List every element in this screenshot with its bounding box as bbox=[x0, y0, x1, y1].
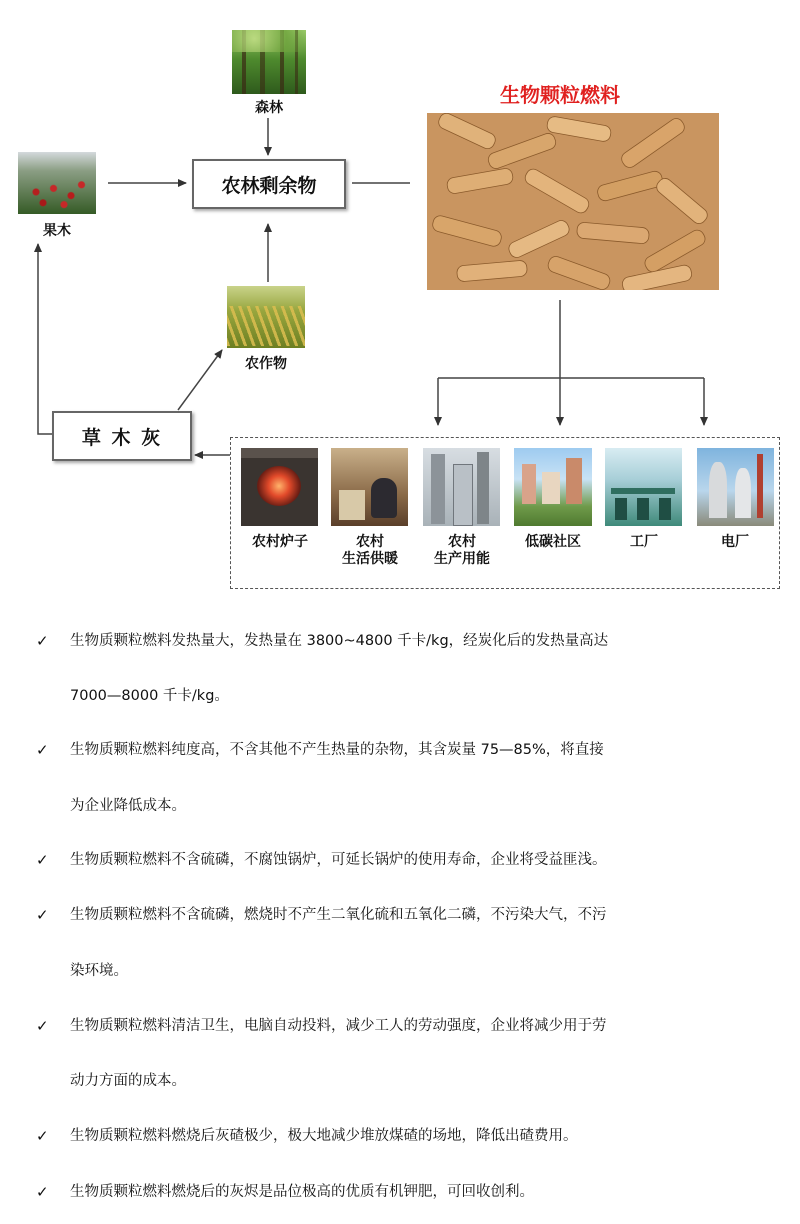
crops-image bbox=[227, 286, 305, 348]
benefit-1-line-1: 生物质颗粒燃料发热量大，发热量在 3800~4800 千卡/kg，经炭化后的发热量高达 bbox=[70, 633, 609, 649]
pellets-texture bbox=[427, 113, 719, 290]
low-carbon-community-image bbox=[514, 448, 592, 526]
benefit-4-line-2: 染环境。 bbox=[70, 963, 128, 979]
rural-production-image bbox=[423, 448, 500, 526]
rural-heating-image bbox=[331, 448, 408, 526]
factory-image bbox=[605, 448, 682, 526]
use-label-rural-heating: 农村 生活供暖 bbox=[342, 534, 398, 567]
check-icon: ✓ bbox=[36, 1127, 49, 1145]
forest-image bbox=[232, 30, 306, 94]
benefit-3-line-1: 生物质颗粒燃料不含硫磷，不腐蚀锅炉，可延长锅炉的使用寿命，企业将受益匪浅。 bbox=[70, 852, 607, 868]
benefit-5-line-2: 动力方面的成本。 bbox=[70, 1073, 186, 1089]
source-label-crops: 农作物 bbox=[245, 356, 287, 372]
benefit-2-line-2: 为企业降低成本。 bbox=[70, 798, 186, 814]
check-icon: ✓ bbox=[36, 632, 49, 650]
ash-node-plant-ash: 草 木 灰 bbox=[52, 411, 192, 461]
benefit-4-line-1: 生物质颗粒燃料不含硫磷，燃烧时不产生二氧化硫和五氧化二磷，不污染大气，不污 bbox=[70, 907, 607, 923]
source-label-fruit-tree: 果木 bbox=[43, 223, 71, 239]
benefit-6-line-1: 生物质颗粒燃料燃烧后灰碴极少，极大地减少堆放煤碴的场地，降低出碴费用。 bbox=[70, 1128, 578, 1144]
check-icon: ✓ bbox=[36, 906, 49, 924]
use-label-power-plant: 电厂 bbox=[721, 534, 749, 550]
benefit-2-line-1: 生物质颗粒燃料纯度高，不含其他不产生热量的杂物，其含炭量 75—85%，将直接 bbox=[70, 742, 604, 758]
check-icon: ✓ bbox=[36, 1183, 49, 1201]
use-label-factory: 工厂 bbox=[630, 534, 658, 550]
center-node-agroforestry-residue: 农林剩余物 bbox=[192, 159, 346, 209]
benefit-7-line-1: 生物质颗粒燃料燃烧后的灰烬是品位极高的优质有机钾肥，可回收创利。 bbox=[70, 1184, 534, 1200]
use-label-low-carbon-community: 低碳社区 bbox=[525, 534, 581, 550]
rural-stove-image bbox=[241, 448, 318, 526]
pellets-image bbox=[427, 113, 719, 290]
check-icon: ✓ bbox=[36, 851, 49, 869]
use-label-rural-production: 农村 生产用能 bbox=[434, 534, 490, 567]
fruit-tree-image bbox=[18, 152, 96, 214]
benefit-5-line-1: 生物质颗粒燃料清洁卫生，电脑自动投料，减少工人的劳动强度，企业将减少用于劳 bbox=[70, 1018, 607, 1034]
pellet-fuel-title: 生物颗粒燃料 bbox=[500, 83, 620, 107]
source-label-forest: 森林 bbox=[255, 100, 283, 116]
power-plant-image bbox=[697, 448, 774, 526]
check-icon: ✓ bbox=[36, 1017, 49, 1035]
benefit-1-line-2: 7000—8000 千卡/kg。 bbox=[70, 688, 229, 704]
check-icon: ✓ bbox=[36, 741, 49, 759]
use-label-rural-stove: 农村炉子 bbox=[252, 534, 308, 550]
